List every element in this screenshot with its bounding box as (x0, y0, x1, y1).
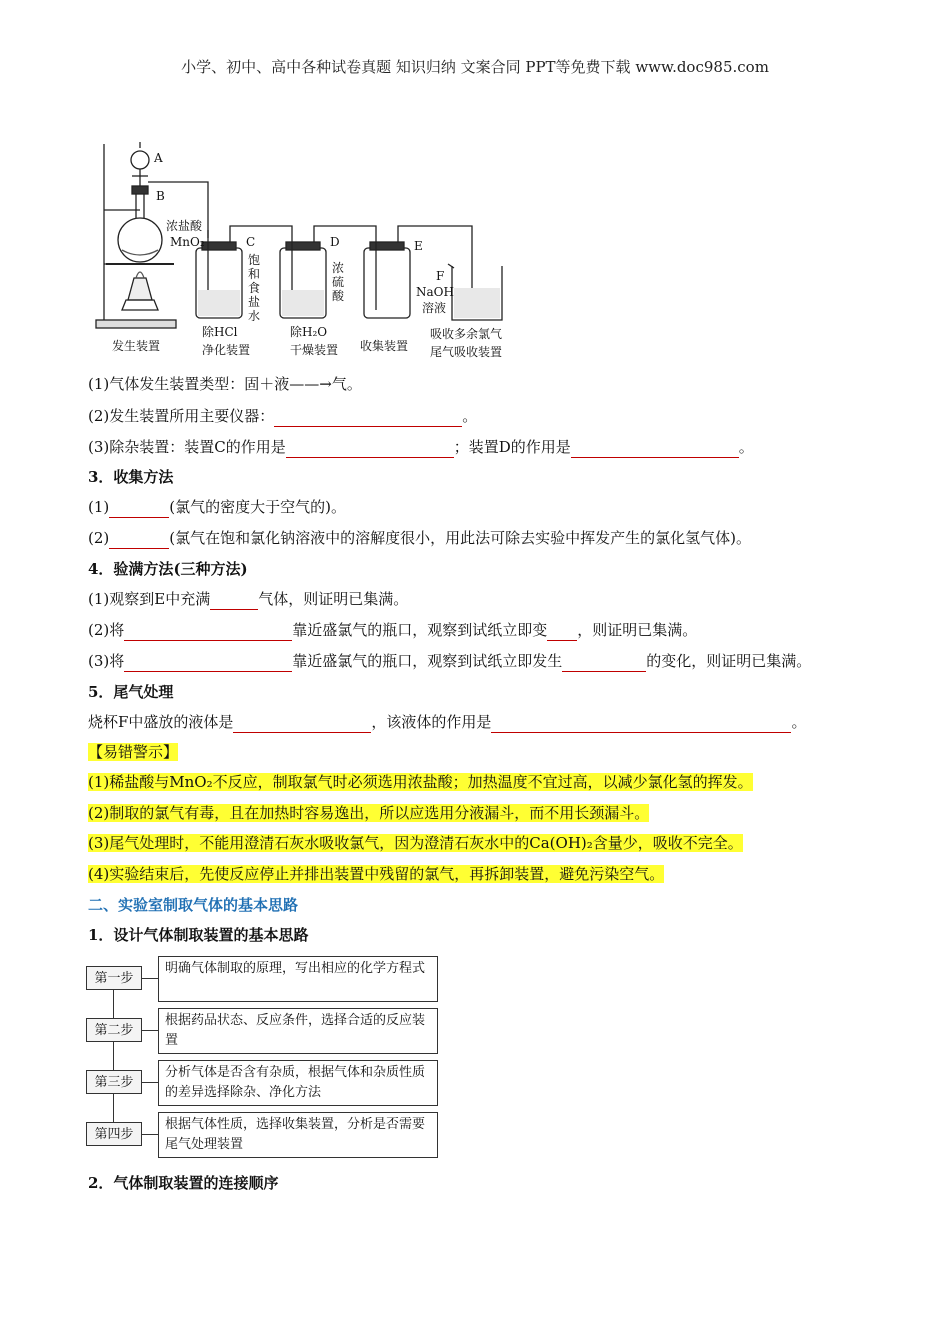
connection-order-title: 2．气体制取装置的连接顺序 (88, 1174, 279, 1192)
answer-blank[interactable] (491, 714, 791, 733)
gen-instruments-line: (2)发生装置所用主要仪器： 。 (88, 407, 478, 425)
warning-1: (1)稀盐酸与MnO₂不反应，制取氯气时必须选用浓盐酸；加热温度不宜过高，以减少氯化氢的挥发。 (88, 773, 753, 791)
answer-blank[interactable] (286, 439, 454, 458)
label-mno2: MnO₂ (170, 235, 205, 249)
d-liquid-1: 浓 (332, 261, 345, 275)
caption-d2: 干燥装置 (290, 343, 339, 357)
label-c: C (246, 235, 256, 249)
collect-line-1: (1) (氯气的密度大于空气的)。 (88, 498, 346, 516)
step-1: 第一步 (86, 966, 142, 990)
label-solution: 溶液 (422, 301, 447, 315)
answer-blank[interactable] (547, 622, 577, 641)
caption-f1: 吸收多余氯气 (430, 327, 503, 341)
step-1-desc: 明确气体制取的原理，写出相应的化学方程式 (158, 956, 438, 1002)
warning-2: (2)制取的氯气有毒，且在加热时容易逸出，所以应选用分液漏斗，而不用长颈漏斗。 (88, 804, 650, 822)
label-a: A (154, 151, 163, 165)
d-liquid-3: 酸 (332, 289, 345, 303)
step-4: 第四步 (86, 1122, 142, 1146)
caption-c2: 净化装置 (202, 343, 251, 357)
answer-blank[interactable] (124, 622, 292, 641)
d-liquid-2: 硫 (332, 275, 345, 289)
purify-line: (3)除杂装置：装置C的作用是 ；装置D的作用是 。 (88, 438, 754, 456)
c-liquid-2: 和 (248, 267, 261, 281)
step-4-desc: 根据气体性质，选择收集装置，分析是否需要尾气处理装置 (158, 1112, 438, 1158)
label-d: D (330, 235, 340, 249)
answer-blank[interactable] (562, 653, 646, 672)
page-header: 小学、初中、高中各种试卷真题 知识归纳 文案合同 PPT等免费下载 www.doc985.com (181, 58, 769, 76)
design-steps-flowchart (86, 952, 446, 1157)
step-2: 第二步 (86, 1018, 142, 1042)
gen-type-line: (1)气体发生装置类型：固＋液——→气。 (88, 375, 362, 393)
design-thinking-title: 1．设计气体制取装置的基本思路 (88, 926, 309, 944)
section-two-title: 二、实验室制取气体的基本思路 (88, 896, 299, 914)
collect-line-2: (2) (氯气在饱和氯化钠溶液中的溶解度很小，用此法可除去实验中挥发产生的氯化氢气体)。 (88, 529, 751, 547)
answer-blank[interactable] (210, 591, 258, 610)
answer-blank[interactable] (109, 499, 169, 518)
c-liquid-1: 饱 (248, 253, 261, 267)
caption-c1: 除HCl (202, 325, 238, 339)
c-liquid-4: 盐 (248, 295, 261, 309)
warning-title: 【易错警示】 (88, 743, 179, 761)
label-acid: 浓盐酸 (166, 219, 203, 233)
c-liquid-5: 水 (248, 309, 261, 323)
check-line-3: (3)将 靠近盛氯气的瓶口，观察到试纸立即发生 的变化，则证明已集满。 (88, 652, 812, 670)
answer-blank[interactable] (571, 439, 739, 458)
answer-blank[interactable] (124, 653, 292, 672)
label-naoh: NaOH (416, 285, 454, 299)
c-liquid-3: 食 (248, 281, 261, 295)
answer-blank[interactable] (274, 408, 462, 427)
step-3: 第三步 (86, 1070, 142, 1094)
check-line-1: (1)观察到E中充满 气体，则证明已集满。 (88, 590, 409, 608)
warning-3: (3)尾气处理时，不能用澄清石灰水吸收氯气，因为澄清石灰水中的Ca(OH)₂含量少，吸收不完全。 (88, 834, 743, 852)
answer-blank[interactable] (233, 714, 371, 733)
section-collect-title: 3．收集方法 (88, 468, 174, 486)
step-3-desc: 分析气体是否含有杂质，根据气体和杂质性质的差异选择除杂、净化方法 (158, 1060, 438, 1106)
answer-blank[interactable] (109, 530, 169, 549)
caption-collect: 收集装置 (360, 339, 409, 353)
chlorine-apparatus-diagram (92, 138, 522, 366)
label-f: F (436, 269, 445, 283)
step-2-desc: 根据药品状态、反应条件，选择合适的反应装置 (158, 1008, 438, 1054)
label-e: E (414, 239, 423, 253)
label-b: B (156, 189, 165, 203)
section-tail-title: 5．尾气处理 (88, 683, 174, 701)
caption-d1: 除H₂O (290, 325, 328, 339)
caption-gen: 发生装置 (112, 339, 161, 353)
tail-line: 烧杯F中盛放的液体是 ，该液体的作用是 。 (88, 713, 807, 731)
warning-4: (4)实验结束后，先使反应停止并排出装置中残留的氯气，再拆卸装置，避免污染空气。 (88, 865, 665, 883)
caption-f2: 尾气吸收装置 (430, 345, 503, 359)
check-line-2: (2)将 靠近盛氯气的瓶口，观察到试纸立即变 ，则证明已集满。 (88, 621, 698, 639)
section-check-title: 4．验满方法(三种方法) (88, 560, 248, 578)
